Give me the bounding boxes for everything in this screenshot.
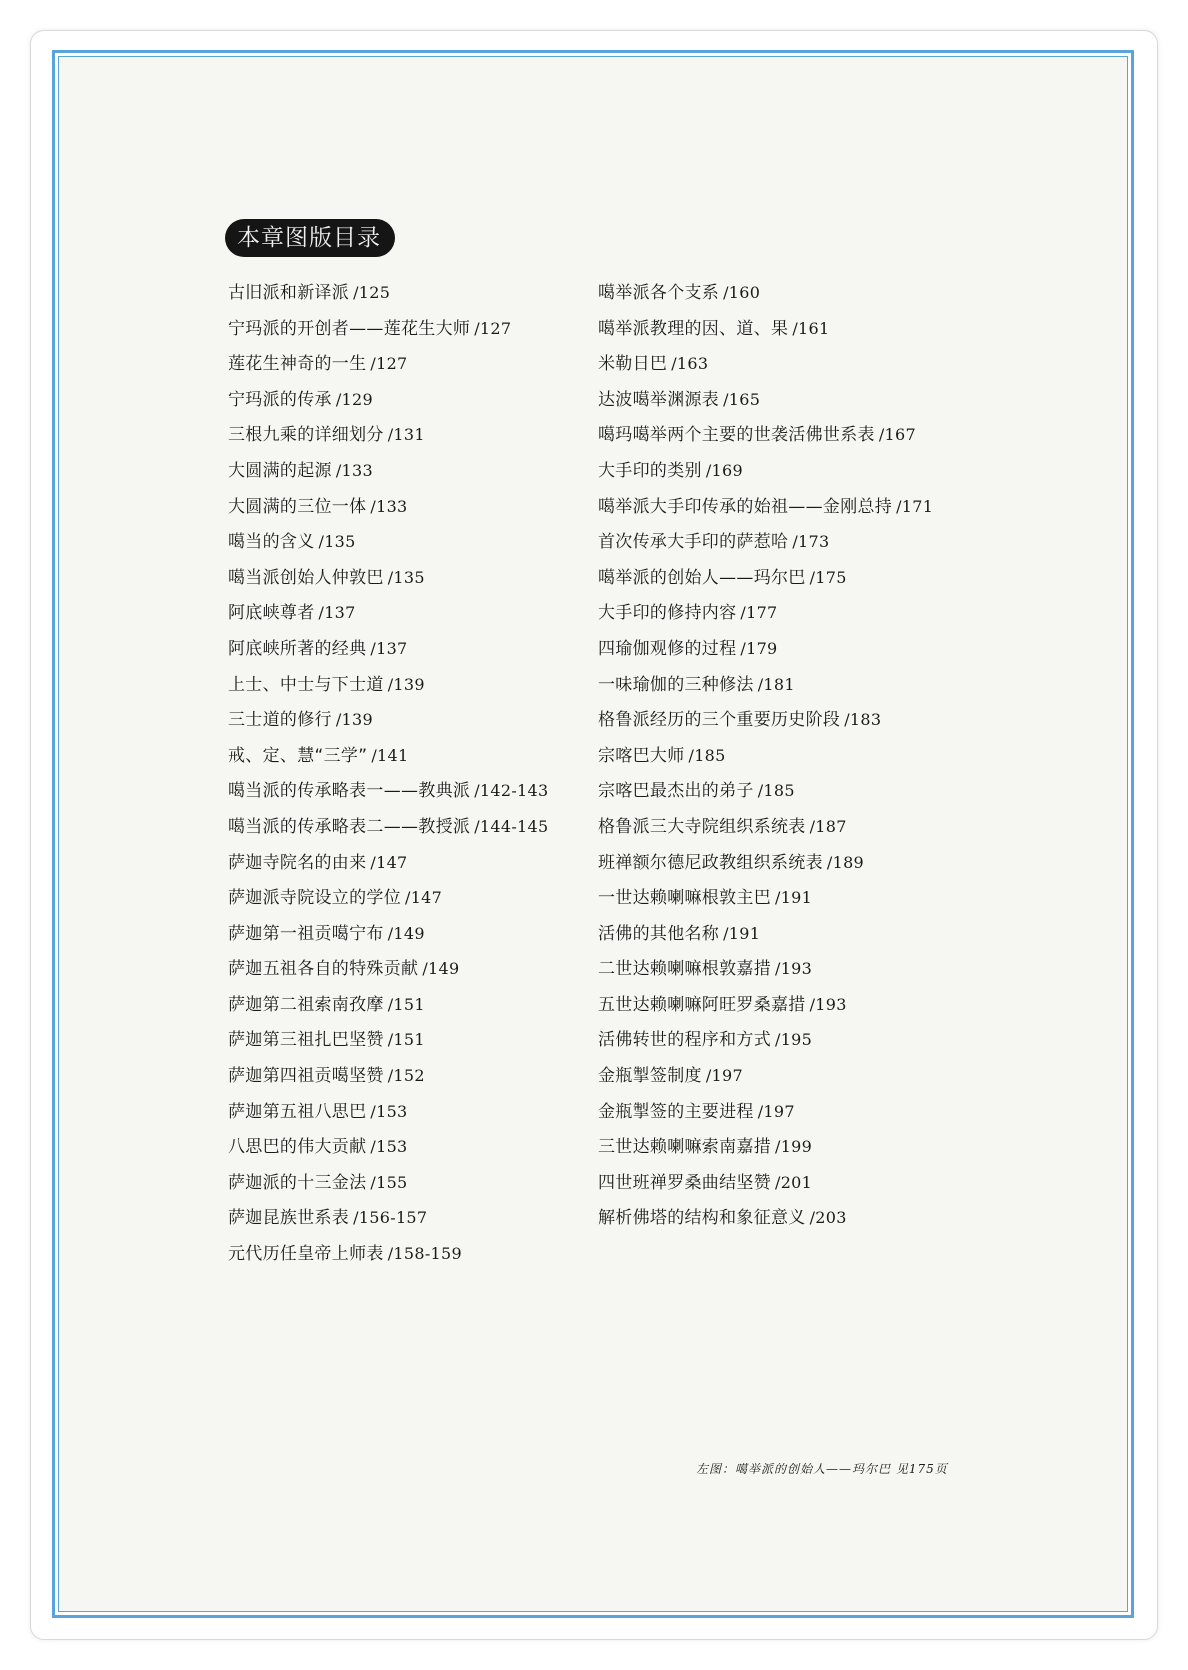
toc-entry-title: 萨迦五祖各自的特殊贡献	[228, 959, 419, 980]
toc-entry	[228, 848, 588, 884]
toc-entry-title: 噶当派创始人仲敦巴	[228, 567, 384, 588]
toc-entry-title: 五世达赖喇嘛阿旺罗桑嘉措	[598, 994, 806, 1015]
toc-entry	[228, 598, 588, 634]
toc-entry	[228, 741, 588, 777]
toc-entry	[228, 883, 588, 919]
figure-caption: 左图：噶举派的创始人——玛尔巴 见175页	[696, 1462, 948, 1476]
toc-entry	[598, 563, 978, 599]
toc-entry-page: /158-159	[387, 1244, 462, 1264]
toc-entry	[228, 990, 588, 1026]
toc-entry	[598, 919, 978, 955]
toc-entry-page: /129	[335, 389, 373, 409]
toc-entry-page: /149	[387, 923, 425, 943]
toc-entry	[228, 1239, 588, 1275]
toc-entry-title: 三根九乘的详细划分	[228, 425, 384, 446]
toc-entry-title: 噶举派大手印传承的始祖——金刚总持	[598, 496, 893, 517]
toc-entry-page: /149	[422, 959, 460, 979]
toc-entry-page: /191	[723, 923, 761, 943]
toc-entry-page: /142-143	[474, 781, 549, 801]
toc-entry-title: 阿底峡尊者	[228, 603, 315, 624]
toc-entry-title: 大圆满的起源	[228, 460, 332, 481]
toc-entry-title: 莲花生神奇的一生	[228, 354, 367, 375]
toc-entry-page: /131	[387, 425, 425, 445]
toc-entry-page: /185	[688, 745, 726, 765]
toc-entry-title: 宁玛派的传承	[228, 389, 332, 410]
toc-entry	[598, 492, 978, 528]
toc-entry	[598, 990, 978, 1026]
toc-entry-page: /191	[775, 888, 813, 908]
toc-entry-title: 活佛的其他名称	[598, 923, 720, 944]
toc-entry-page: /197	[705, 1066, 743, 1086]
toc-entry-title: 噶当的含义	[228, 532, 315, 553]
toc-entry-page: /127	[474, 318, 512, 338]
toc-entry	[228, 919, 588, 955]
toc-entry	[228, 563, 588, 599]
toc-entry-title: 萨迦寺院名的由来	[228, 852, 367, 873]
toc-entry-title: 八思巴的伟大贡献	[228, 1137, 367, 1158]
toc-entry	[228, 1168, 588, 1204]
toc-entry-title: 大手印的修持内容	[598, 603, 737, 624]
toc-entry-page: /147	[405, 888, 443, 908]
toc-entry	[228, 634, 588, 670]
toc-entry	[598, 1203, 978, 1239]
toc-entry	[598, 634, 978, 670]
toc-entry-title: 噶举派的创始人——玛尔巴	[598, 567, 806, 588]
toc-entry-title: 解析佛塔的结构和象征意义	[598, 1208, 806, 1229]
toc-entry	[228, 1061, 588, 1097]
toc-entry	[598, 1061, 978, 1097]
toc-entry	[598, 420, 978, 456]
toc-entry-title: 二世达赖喇嘛根敦嘉措	[598, 959, 771, 980]
toc-entry	[598, 848, 978, 884]
toc-entry-page: /135	[318, 532, 356, 552]
toc-entry-page: /203	[809, 1208, 847, 1228]
toc-entry	[228, 385, 588, 421]
toc-entry-page: /125	[353, 283, 391, 302]
toc-entry-page: /179	[740, 638, 778, 658]
toc-entry	[598, 954, 978, 990]
toc-entry-page: /173	[792, 532, 830, 552]
toc-entry-title: 米勒日巴	[598, 354, 668, 375]
toc-entry-title: 三士道的修行	[228, 710, 332, 731]
toc-entry-page: /160	[723, 283, 761, 302]
toc-entry-page: /127	[370, 354, 408, 374]
toc-entry	[228, 954, 588, 990]
toc-entry-title: 阿底峡所著的经典	[228, 638, 367, 659]
toc-entry-page: /153	[370, 1101, 408, 1121]
toc-entry-page: /151	[387, 1030, 425, 1050]
toc-entry-page: /181	[757, 674, 795, 694]
toc-entry-page: /171	[896, 496, 934, 516]
toc-entry	[598, 741, 978, 777]
toc-entry	[228, 492, 588, 528]
toc-entry-page: /139	[387, 674, 425, 694]
toc-entry	[228, 705, 588, 741]
toc-entry-title: 四世班禅罗桑曲结坚赞	[598, 1172, 771, 1193]
toc-entry-title: 首次传承大手印的萨惹哈	[598, 532, 789, 553]
toc-entry-page: /175	[809, 567, 847, 587]
toc-entry	[228, 278, 588, 314]
toc-entry-title: 宁玛派的开创者——莲花生大师	[228, 318, 471, 339]
toc-entry-page: /189	[826, 852, 865, 872]
toc-entry-page: /193	[775, 959, 813, 979]
toc-entry-page: /139	[335, 710, 373, 730]
toc-entry-page: /137	[318, 603, 356, 623]
toc-entry	[598, 278, 978, 314]
toc-entry-title: 金瓶掣签制度	[598, 1066, 702, 1087]
toc-entry	[598, 385, 978, 421]
toc-entry-title: 大手印的类别	[598, 460, 702, 481]
toc-entry-page: /144-145	[474, 816, 549, 836]
toc-entry-title: 萨迦昆族世系表	[228, 1208, 350, 1229]
toc-entry	[228, 670, 588, 706]
toc-entry-page: /151	[387, 994, 425, 1014]
toc-entry-title: 萨迦派寺院设立的学位	[228, 888, 401, 909]
toc-entry-page: /152	[387, 1066, 425, 1086]
toc-entry	[598, 314, 978, 350]
toc-entry-title: 噶举派各个支系	[598, 283, 720, 303]
toc-entry	[598, 1132, 978, 1168]
toc-entry-page: /183	[844, 710, 882, 730]
toc-entry-title: 噶玛噶举两个主要的世袭活佛世系表	[598, 425, 875, 446]
toc-entry-title: 上士、中士与下士道	[228, 674, 384, 695]
toc-entry-title: 四瑜伽观修的过程	[598, 638, 737, 659]
toc-entry	[598, 1168, 978, 1204]
toc-entry-title: 三世达赖喇嘛索南嘉措	[598, 1137, 771, 1158]
toc-entry	[228, 1025, 588, 1061]
toc-entry	[598, 705, 978, 741]
toc-entry-page: /199	[775, 1137, 813, 1157]
toc-entry-title: 活佛转世的程序和方式	[598, 1030, 771, 1051]
toc-entry-title: 萨迦第四祖贡噶坚赞	[228, 1066, 384, 1087]
toc-entry-page: /167	[878, 425, 916, 445]
toc-entry-title: 噶举派教理的因、道、果	[598, 318, 789, 339]
toc-entry-title: 宗喀巴大师	[598, 745, 685, 766]
toc-entry	[598, 812, 978, 848]
toc-entry	[598, 456, 978, 492]
toc-entry-page: /133	[335, 460, 373, 480]
toc-entry-page: /161	[792, 318, 830, 338]
toc-entry	[228, 812, 588, 848]
toc-entry	[598, 1025, 978, 1061]
toc-entry	[228, 1203, 588, 1239]
toc-entry-page: /133	[370, 496, 408, 516]
toc-entry	[228, 1132, 588, 1168]
toc-entry-title: 萨迦第三祖扎巴坚赞	[228, 1030, 384, 1051]
toc-entry-title: 噶当派的传承略表二——教授派	[228, 816, 471, 837]
toc-entry-page: /201	[775, 1172, 813, 1192]
toc-entry-title: 古旧派和新译派	[228, 283, 350, 303]
toc-entry	[598, 1097, 978, 1133]
toc-entry-title: 大圆满的三位一体	[228, 496, 367, 517]
toc-entry-page: /137	[370, 638, 408, 658]
toc-entry-page: /141	[371, 745, 409, 765]
toc-entry	[228, 420, 588, 456]
toc-entry-page: /193	[809, 994, 847, 1014]
toc-entry-page: /177	[740, 603, 778, 623]
toc-entry	[598, 527, 978, 563]
toc-entry	[598, 598, 978, 634]
toc-entry	[598, 349, 978, 385]
toc-entry	[228, 527, 588, 563]
toc-entry-page: /135	[387, 567, 425, 587]
toc-entry	[228, 456, 588, 492]
toc-entry-page: /187	[809, 816, 847, 836]
toc-entry-title: 萨迦第一祖贡噶宁布	[228, 923, 384, 944]
toc-entry	[228, 776, 588, 812]
toc-entry-title: 一味瑜伽的三种修法	[598, 674, 754, 695]
toc-entry	[598, 670, 978, 706]
toc-entry-title: 噶当派的传承略表一——教典派	[228, 781, 471, 802]
toc-entry-page: /195	[775, 1030, 813, 1050]
toc-entry-page: /156-157	[353, 1208, 428, 1228]
toc-entry-title: 班禅额尔德尼政教组织系统表	[598, 852, 823, 873]
toc-entry-title: 戒、定、慧“三学”	[228, 745, 368, 766]
chapter-figure-index-heading: 本章图版目录	[225, 219, 395, 257]
toc-entry-title: 萨迦派的十三金法	[228, 1172, 367, 1193]
toc-entry-title: 宗喀巴最杰出的弟子	[598, 781, 754, 802]
toc-entry-title: 金瓶掣签的主要进程	[598, 1101, 754, 1122]
toc-entry-title: 格鲁派经历的三个重要历史阶段	[598, 710, 841, 731]
toc-entry-page: /197	[757, 1101, 795, 1121]
toc-entry-title: 元代历任皇帝上师表	[228, 1244, 384, 1265]
right-toc-column	[598, 278, 978, 1239]
toc-entry-title: 萨迦第五祖八思巴	[228, 1101, 367, 1122]
toc-entry	[598, 776, 978, 812]
toc-entry-page: /185	[757, 781, 795, 801]
toc-entry-page: /147	[370, 852, 408, 872]
toc-entry-title: 达波噶举渊源表	[598, 389, 720, 410]
toc-entry-page: /169	[705, 460, 743, 480]
toc-entry-page: /163	[671, 354, 709, 374]
toc-entry	[228, 349, 588, 385]
toc-entry-title: 格鲁派三大寺院组织系统表	[598, 816, 806, 837]
toc-entry-page: /155	[370, 1172, 408, 1192]
toc-entry-page: /165	[723, 389, 761, 409]
toc-entry	[228, 314, 588, 350]
toc-entry-title: 萨迦第二祖索南孜摩	[228, 994, 384, 1015]
toc-entry-page: /153	[370, 1137, 408, 1157]
toc-entry	[228, 1097, 588, 1133]
left-toc-column	[228, 278, 588, 1275]
toc-entry-title: 一世达赖喇嘛根敦主巴	[598, 888, 771, 909]
toc-entry	[598, 883, 978, 919]
